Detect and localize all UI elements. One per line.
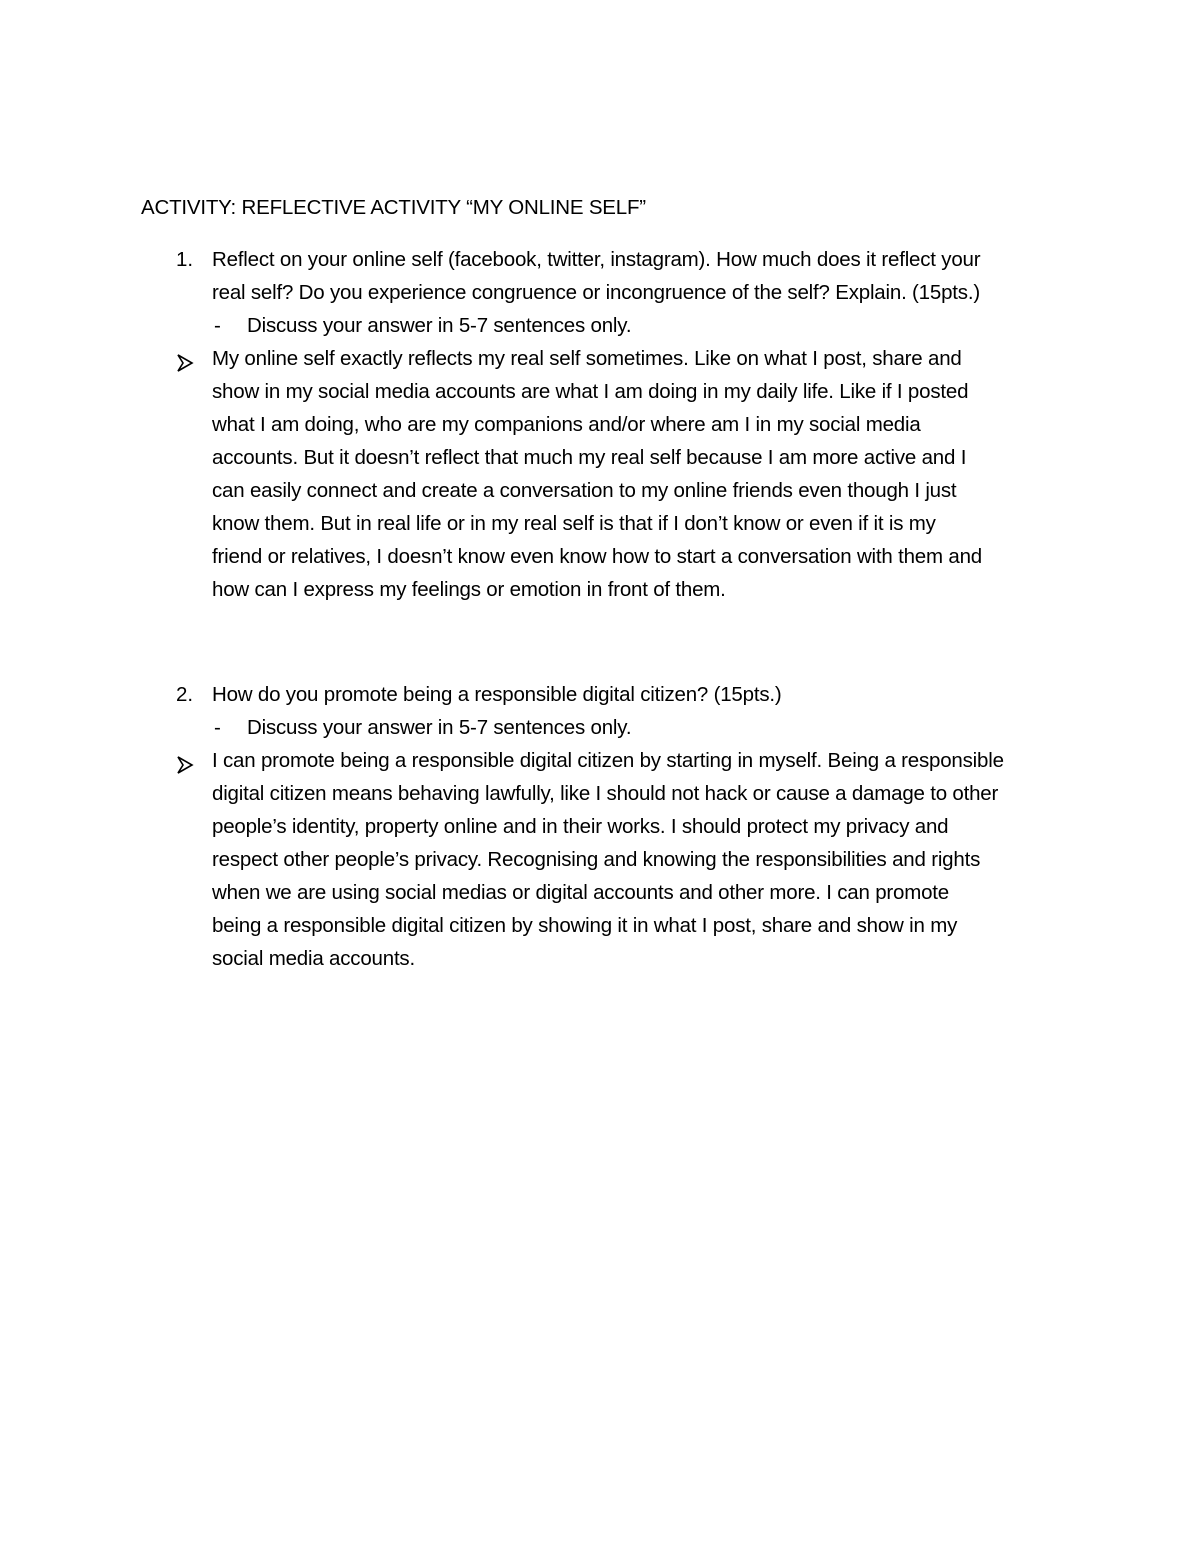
question-1-instruction-text: Discuss your answer in 5-7 sentences only. (247, 314, 632, 337)
answer-2-text-line-2: digital citizen means behaving lawfully, like I should not hack or cause a damage to other (212, 782, 999, 805)
question-1-number: 1. (176, 248, 194, 271)
answer-1-line-5 (0, 474, 1200, 507)
answer-1-text-line-2: show in my social media accounts are what I am doing in my daily life. Like if I posted (212, 380, 969, 403)
answer-1-text-line-1: My online self exactly reflects my real self sometimes. Like on what I post, share and (212, 347, 962, 370)
answer-1-line-2 (0, 375, 1200, 408)
dash-bullet: - (214, 314, 221, 337)
question-2-instruction-text: Discuss your answer in 5-7 sentences only. (247, 716, 632, 739)
question-1-line-1 (0, 243, 1200, 276)
answer-1-text-line-4: accounts. But it doesn’t reflect that much my real self because I am more active and I (212, 446, 967, 469)
question-1-instruction (0, 309, 1200, 342)
dash-bullet: - (214, 716, 221, 739)
answer-2-line-7 (0, 942, 1200, 975)
arrowhead-bullet-icon-svg (176, 354, 194, 372)
answer-1-text-line-7: friend or relatives, I doesn’t know even know how to start a conversation with them and (212, 545, 982, 568)
question-1-line-2 (0, 276, 1200, 309)
answer-1-line-4 (0, 441, 1200, 474)
answer-2-line-2 (0, 777, 1200, 810)
document-title: ACTIVITY: REFLECTIVE ACTIVITY “MY ONLINE SELF” (141, 196, 646, 219)
question-2-number: 2. (176, 683, 194, 706)
answer-1-text-line-5: can easily connect and create a conversation to my online friends even though I just (212, 479, 957, 502)
answer-1-line-1 (0, 342, 1200, 375)
question-2-block (0, 678, 1200, 975)
answer-2-line-6 (0, 909, 1200, 942)
answer-1-line-8 (0, 573, 1200, 606)
question-1-text-line-1: Reflect on your online self (facebook, twitter, instagram). How much does it reflect your (212, 248, 981, 271)
question-2-text-line-1: How do you promote being a responsible digital citizen? (15pts.) (212, 683, 782, 706)
answer-2-text-line-6: being a responsible digital citizen by showing it in what I post, share and show in my (212, 914, 958, 937)
answer-2-text-line-4: respect other people’s privacy. Recognising and knowing the responsibilities and rights (212, 848, 981, 871)
answer-1-line-3 (0, 408, 1200, 441)
answer-2-text-line-7: social media accounts. (212, 947, 415, 970)
question-1-block (0, 243, 1200, 606)
question-1-text-line-2: real self? Do you experience congruence or incongruence of the self? Explain. (15pts.) (212, 281, 980, 304)
answer-2-line-5 (0, 876, 1200, 909)
answer-1-text-line-3: what I am doing, who are my companions and/or where am I in my social media (212, 413, 921, 436)
answer-2-line-4 (0, 843, 1200, 876)
answer-2-text-line-5: when we are using social medias or digital accounts and other more. I can promote (212, 881, 950, 904)
answer-2-text-line-3: people’s identity, property online and in their works. I should protect my privacy and (212, 815, 949, 838)
arrowhead-bullet-icon-svg (176, 756, 194, 774)
answer-1-text-line-8: how can I express my feelings or emotion in front of them. (212, 578, 726, 601)
answer-2-line-3 (0, 810, 1200, 843)
answer-2-text-line-1: I can promote being a responsible digital citizen by starting in myself. Being a responsible (212, 749, 1004, 772)
answer-1-text-line-6: know them. But in real life or in my real self is that if I don’t know or even if it is my (212, 512, 936, 535)
answer-2-line-1 (0, 744, 1200, 777)
answer-1-line-6 (0, 507, 1200, 540)
question-2-instruction (0, 711, 1200, 744)
answer-1-line-7 (0, 540, 1200, 573)
question-2-line-1 (0, 678, 1200, 711)
